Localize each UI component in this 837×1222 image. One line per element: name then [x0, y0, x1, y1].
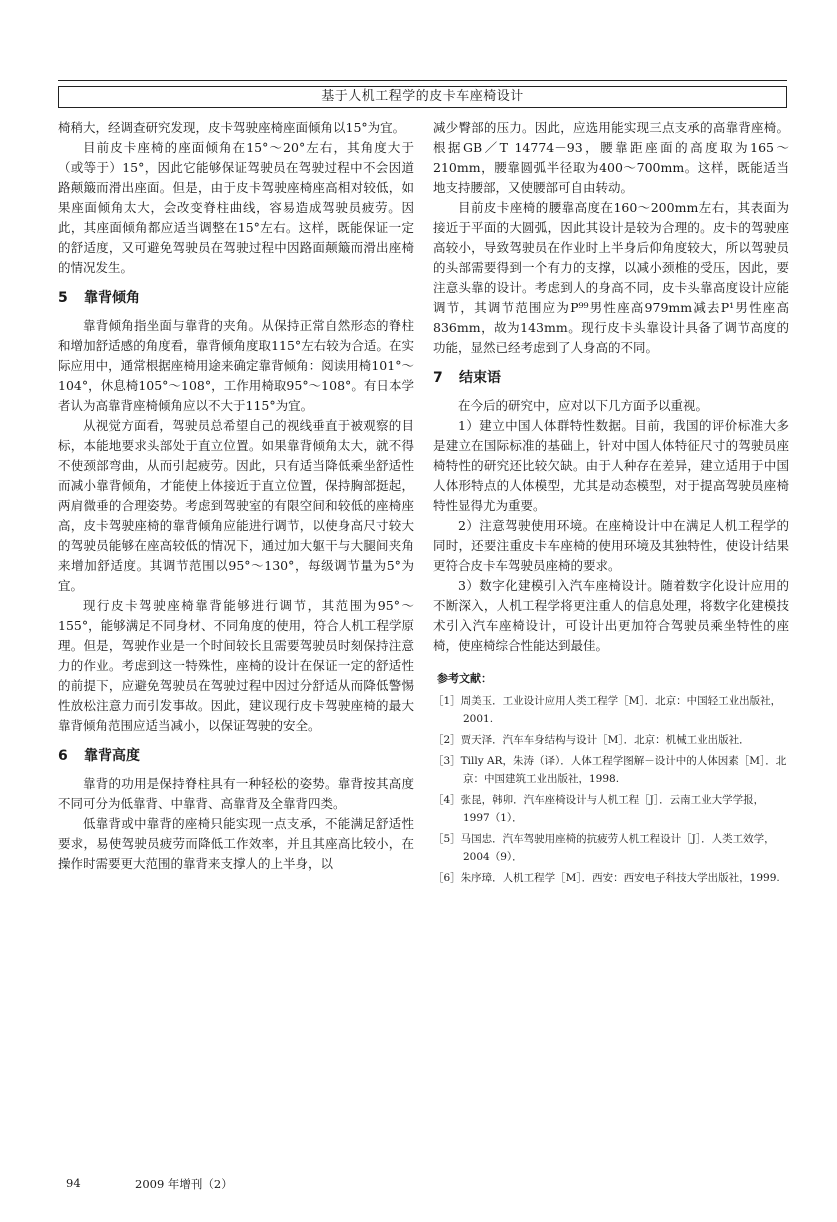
header-rule	[58, 80, 787, 81]
paragraph: 靠背倾角指坐面与靠背的夹角。从保持正常自然形态的脊柱和增加舒适感的角度看，靠背倾角度取115°左右较为合适。在实际应用中，通常根据座椅用途来确定靠背倾角：阅读用椅101°～104°，休息椅105°～108°，工作用椅取95°～108°。有日本学者认为高靠背座椅倾角应以不大于115°为宜。	[58, 318, 414, 413]
section-heading	[433, 368, 789, 388]
page-number: 94	[66, 1176, 81, 1190]
section-number: 7	[433, 370, 443, 386]
paragraph: 1）建立中国人体群特性数据。目前，我国的评价标准大多是建立在国际标准的基础上，针对中国人体特征尺寸的驾驶员座椅特性的研究还比较欠缺。由于人种存在差异，建立适用于中国人体形特点的人体模型，尤其是动态模型，对于提高驾驶员座椅特性显得尤为重要。	[433, 418, 789, 513]
references-title: 参考文献：	[437, 672, 492, 685]
section-title: 靠背高度	[84, 748, 140, 764]
left-column	[58, 118, 414, 874]
paragraph: 目前皮卡座椅的座面倾角在15°～20°左右，其角度大于（或等于）15°，因此它能够保证驾驶员在驾驶过程中不会因道路颠簸而滑出座面。但是，由于皮卡驾驶座椅座高相对较低，如果座面倾角太大，会改变脊柱曲线，容易造成驾驶员疲劳。因此，其座面倾角都应适当调整在15°左右。这样，既能保证一定的舒适度，又可避免驾驶员在驾驶过程中因路面颠簸而滑出座椅的情况发生。	[58, 140, 414, 275]
paragraph: 在今后的研究中，应对以下几方面予以重视。	[458, 398, 709, 413]
journal-issue: 2009 年增刊（2）	[135, 1177, 233, 1191]
right-column	[433, 118, 789, 890]
section-title: 靠背倾角	[84, 290, 140, 306]
reference-item: ［2］贾天泽．汽车车身结构与设计［M］．北京：机械工业出版社．	[433, 734, 750, 746]
paragraph: 椅稍大，经调查研究发现，皮卡驾驶座椅座面倾角以15°为宜。	[58, 120, 406, 135]
section-number: 6	[58, 748, 68, 764]
paragraph: 从视觉方面看，驾驶员总希望自己的视线垂直于被观察的目标，本能地要求头部处于直立位置。如果靠背倾角太大，就不得不使颈部弯曲，从而引起疲劳。因此，只有适当降低乘坐舒适性而减小靠背倾角，才能使上体接近于直立位置，保持胸部挺起，两肩微垂的合理姿势。考虑到驾驶室的有限空间和较低的座椅座高，皮卡驾驶座椅的靠背倾角应能进行调节，以使身高尺寸较大的驾驶员能够在座高较低的情况下，通过加大躯干与大腿间夹角来增加舒适度。其调节范围以95°～130°，每级调节量为5°为宜。	[58, 418, 414, 593]
paragraph: 减少臀部的压力。因此，应选用能实现三点支承的高靠背座椅。根据GB／T 14774－93，腰靠距座面的高度取为165～210mm，腰靠圆弧半径取为400～700mm。这样，既能适当地支持腰部，又使腰部可自由转动。	[433, 120, 789, 195]
paragraph: 现行皮卡驾驶座椅靠背能够进行调节，其范围为95°～155°，能够满足不同身材、不同角度的使用，符合人机工程学原理。但是，驾驶作业是一个时间较长且需要驾驶员时刻保持注意力的作业。考虑到这一特殊性，座椅的设计在保证一定的舒适性的前提下，应避免驾驶员在驾驶过程中因过分舒适从而降低警惕性放松注意力而引发事故。因此，建议现行皮卡驾驶座椅的最大靠背倾角范围应适当减小，以保证驾驶的安全。	[58, 598, 414, 733]
reference-item: ［6］朱序璋．人机工程学［M］．西安：西安电子科技大学出版社，1999.	[433, 872, 780, 884]
running-header: 基于人机工程学的皮卡车座椅设计	[58, 86, 787, 108]
section-heading	[58, 288, 414, 308]
paragraph: 目前皮卡座椅的腰靠高度在160～200mm左右，其表面为接近于平面的大圆弧，因此其设计是较为合理的。皮卡的驾驶座高较小，导致驾驶员在作业时上半身后仰角度较大，所以驾驶员的头部需要得到一个有力的支撑，以减小颈椎的受压，因此，要注意头靠的设计。考虑到人的身高不同，皮卡头靠高度设计应能调节，其调节范围应为P⁹⁹男性座高979mm减去P¹男性座高836mm，故为143mm。现行皮卡头靠设计具备了调节高度的功能，显然已经考虑到了人身高的不同。	[433, 200, 789, 355]
paragraph: 靠背的功用是保持脊柱具有一种轻松的姿势。靠背按其高度不同可分为低靠背、中靠背、高靠背及全靠背四类。	[58, 776, 414, 811]
section-title: 结束语	[459, 370, 501, 386]
reference-item: ［5］马国忠．汽车驾驶用座椅的抗疲劳人机工程设计［J］．人类工效学，2004（9）．	[433, 833, 775, 863]
section-heading	[58, 746, 414, 766]
paragraph: 低靠背或中靠背的座椅只能实现一点支承，不能满足舒适性要求，易使驾驶员疲劳而降低工作效率，并且其座高比较小，在操作时需要更大范围的靠背来支撑人的上半身，以	[58, 816, 414, 871]
reference-item: ［4］张昆，韩卯．汽车座椅设计与人机工程［J］．云南工业大学学报，1997（1）．	[433, 794, 765, 824]
paragraph: 2）注意驾驶使用环境。在座椅设计中在满足人机工程学的同时，还要注重皮卡车座椅的使用环境及其独特性，使设计结果更符合皮卡车驾驶员座椅的要求。	[433, 518, 789, 573]
paragraph: 3）数字化建模引入汽车座椅设计。随着数字化设计应用的不断深入，人机工程学将更注重人的信息处理，将数字化建模技术引入汽车座椅设计，可设计出更加符合驾驶员乘坐特性的座椅，使座椅综合性能达到最佳。	[433, 578, 789, 653]
reference-item: ［3］Tilly AR，朱涛（译）．人体工程学图解－设计中的人体因素［M］．北京：中国建筑工业出版社，1998.	[433, 755, 787, 785]
section-number: 5	[58, 290, 68, 306]
reference-item: ［1］周美玉．工业设计应用人类工程学［M］．北京：中国轻工业出版社，2001.	[433, 695, 782, 725]
